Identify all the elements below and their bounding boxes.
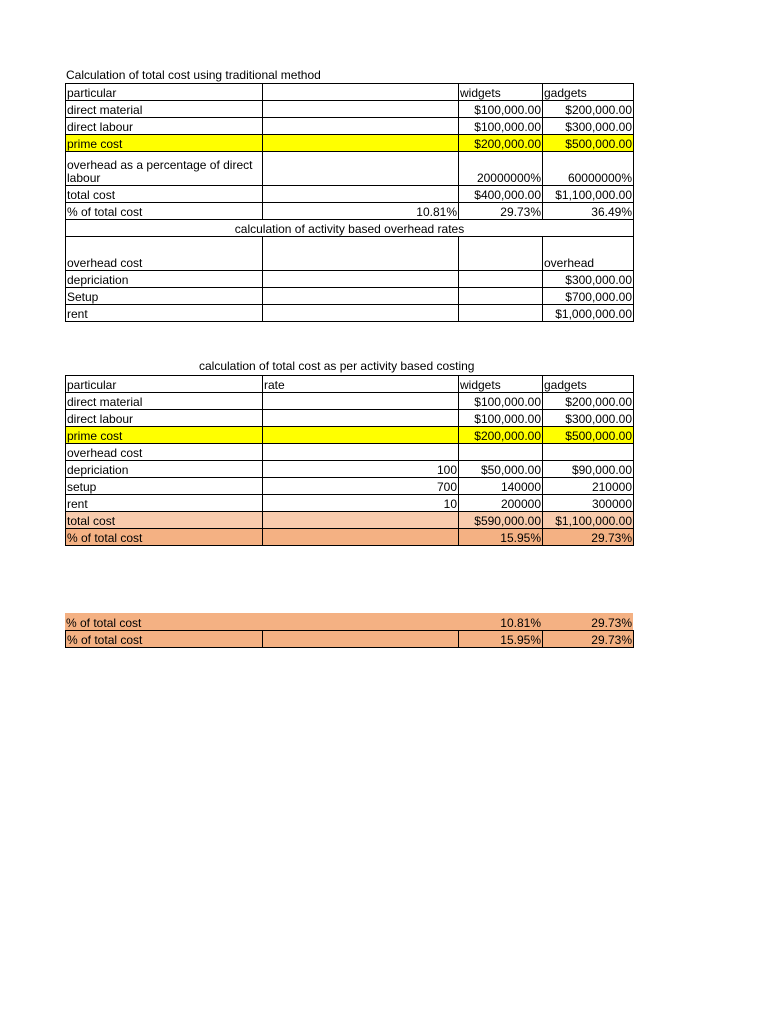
cell[interactable]: rent [66, 495, 263, 512]
cell[interactable]: $200,000.00 [459, 135, 543, 152]
cell[interactable]: $100,000.00 [459, 101, 543, 118]
table-header-row [66, 84, 634, 101]
table-row [66, 101, 634, 118]
cell[interactable]: $100,000.00 [459, 393, 543, 410]
summary-table [65, 613, 633, 630]
cell[interactable] [263, 512, 459, 529]
cell[interactable]: 29.73% [542, 613, 633, 630]
header-cell[interactable] [263, 237, 459, 271]
activity-based-cost-table [65, 375, 634, 546]
cell[interactable]: 29.73% [459, 203, 543, 220]
cell[interactable]: prime cost [66, 427, 263, 444]
cell[interactable]: $500,000.00 [543, 427, 634, 444]
table-row [66, 393, 634, 410]
table-row-summary [65, 613, 633, 630]
cell[interactable]: depriciation [66, 271, 263, 288]
table-row-subtitle [66, 220, 634, 237]
table-row-summary [66, 631, 634, 648]
cell[interactable]: $400,000.00 [459, 186, 543, 203]
cell[interactable]: $50,000.00 [459, 461, 543, 478]
cell[interactable]: 20000000% [459, 152, 543, 186]
cell[interactable]: $1,000,000.00 [543, 305, 634, 322]
cell[interactable]: $700,000.00 [543, 288, 634, 305]
cell[interactable]: % of total cost [66, 529, 263, 546]
cell[interactable]: $590,000.00 [459, 512, 543, 529]
cell[interactable]: direct labour [66, 118, 263, 135]
header-cell[interactable]: gadgets [543, 376, 634, 393]
subtitle-cell[interactable]: calculation of activity based overhead rates [66, 220, 634, 237]
cell[interactable]: Setup [66, 288, 263, 305]
header-cell[interactable] [263, 84, 459, 101]
summary-table-bordered [65, 630, 634, 648]
table-row [66, 444, 634, 461]
header-cell[interactable]: particular [66, 84, 263, 101]
cell[interactable]: $100,000.00 [459, 410, 543, 427]
table-row [66, 495, 634, 512]
cell[interactable] [262, 613, 458, 630]
cell[interactable]: 210000 [543, 478, 634, 495]
cell[interactable]: 29.73% [543, 631, 634, 648]
cell[interactable]: $300,000.00 [543, 410, 634, 427]
header-cell[interactable]: gadgets [543, 84, 634, 101]
cell[interactable]: 60000000% [543, 152, 634, 186]
cell[interactable]: $100,000.00 [459, 118, 543, 135]
traditional-cost-table [65, 83, 634, 322]
cell[interactable]: 15.95% [459, 631, 543, 648]
cell[interactable]: depriciation [66, 461, 263, 478]
cell[interactable] [263, 393, 459, 410]
cell[interactable]: rent [66, 305, 263, 322]
header-cell[interactable]: widgets [459, 376, 543, 393]
table-row [66, 288, 634, 305]
cell[interactable]: setup [66, 478, 263, 495]
table-header-row [66, 237, 634, 271]
header-cell[interactable]: particular [66, 376, 263, 393]
table-row [66, 461, 634, 478]
cell[interactable]: direct labour [66, 410, 263, 427]
cell[interactable] [263, 135, 459, 152]
table-row [66, 305, 634, 322]
cell[interactable]: % of total cost [66, 203, 263, 220]
header-cell[interactable]: overhead [543, 237, 634, 271]
header-cell[interactable]: widgets [459, 84, 543, 101]
cell[interactable]: 300000 [543, 495, 634, 512]
cell[interactable]: total cost [66, 512, 263, 529]
cell[interactable] [263, 271, 459, 288]
cell[interactable] [263, 288, 459, 305]
cell[interactable]: $300,000.00 [543, 271, 634, 288]
cell[interactable]: $200,000.00 [459, 427, 543, 444]
section2-title: calculation of total cost as per activity based costing [199, 359, 475, 373]
cell[interactable]: $90,000.00 [543, 461, 634, 478]
cell[interactable]: total cost [66, 186, 263, 203]
cell[interactable]: $200,000.00 [543, 393, 634, 410]
cell[interactable] [263, 410, 459, 427]
header-cell[interactable]: overhead cost [66, 237, 263, 271]
cell[interactable]: $300,000.00 [543, 118, 634, 135]
table-row [66, 271, 634, 288]
cell[interactable] [263, 427, 459, 444]
section1-title: Calculation of total cost using traditional method [66, 68, 321, 82]
cell[interactable] [263, 631, 459, 648]
cell[interactable]: overhead as a percentage of direct labour [66, 152, 263, 186]
cell[interactable]: 10.81% [458, 613, 542, 630]
header-cell[interactable] [459, 237, 543, 271]
table-row-percent-total [66, 529, 634, 546]
table-row [66, 410, 634, 427]
cell[interactable] [459, 271, 543, 288]
cell[interactable]: 36.49% [543, 203, 634, 220]
cell[interactable]: direct material [66, 101, 263, 118]
cell[interactable]: 200000 [459, 495, 543, 512]
cell[interactable]: 10.81% [263, 203, 459, 220]
cell[interactable]: $1,100,000.00 [543, 512, 634, 529]
cell[interactable] [543, 444, 634, 461]
table-row [66, 152, 634, 186]
header-cell[interactable]: rate [263, 376, 459, 393]
cell[interactable] [459, 444, 543, 461]
cell[interactable]: prime cost [66, 135, 263, 152]
cell[interactable] [263, 305, 459, 322]
cell[interactable] [263, 444, 459, 461]
table-row [66, 203, 634, 220]
cell[interactable]: 10 [263, 495, 459, 512]
cell[interactable] [459, 288, 543, 305]
table-header-row [66, 376, 634, 393]
cell[interactable]: 15.95% [459, 529, 543, 546]
cell[interactable] [263, 118, 459, 135]
cell[interactable]: % of total cost [65, 613, 262, 630]
cell[interactable]: 29.73% [543, 529, 634, 546]
cell[interactable] [263, 152, 459, 186]
cell[interactable]: $200,000.00 [543, 101, 634, 118]
cell[interactable]: direct material [66, 393, 263, 410]
table-row-prime-cost [66, 427, 634, 444]
table-row [66, 118, 634, 135]
cell[interactable]: % of total cost [66, 631, 263, 648]
cell[interactable]: 100 [263, 461, 459, 478]
cell[interactable] [263, 529, 459, 546]
cell[interactable] [263, 186, 459, 203]
table-row [66, 186, 634, 203]
cell[interactable]: $1,100,000.00 [543, 186, 634, 203]
cell[interactable] [263, 101, 459, 118]
cell[interactable]: $500,000.00 [543, 135, 634, 152]
table-row-prime-cost [66, 135, 634, 152]
cell[interactable]: 700 [263, 478, 459, 495]
table-row-total-cost [66, 512, 634, 529]
cell[interactable] [459, 305, 543, 322]
cell[interactable]: overhead cost [66, 444, 263, 461]
table-row [66, 478, 634, 495]
cell[interactable]: 140000 [459, 478, 543, 495]
